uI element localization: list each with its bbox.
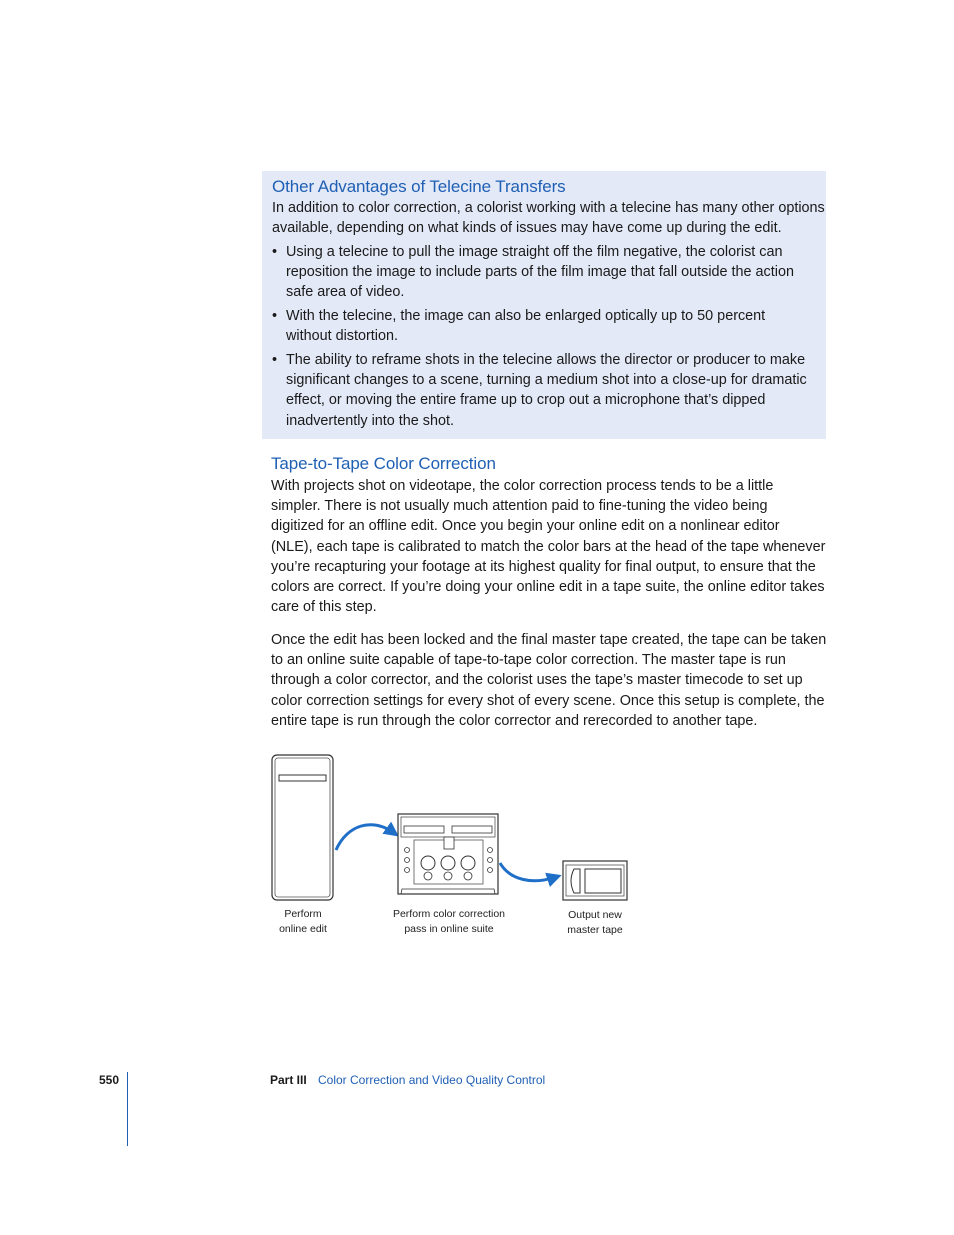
caption-master-tape [555, 908, 635, 938]
caption-online-edit [263, 907, 343, 937]
bullet-line: effect, or moving the entire frame up to crop out a microphone that’s dipped [286, 392, 766, 409]
sidebar-heading: Other Advantages of Telecine Transfers [272, 177, 566, 196]
bullet-line: safe area of video. [286, 284, 405, 301]
section-paragraph-1 [271, 476, 825, 617]
bullet-line: With the telecine, the image can also be enlarged optically up to 50 percent [286, 308, 766, 324]
footer-chapter-title: Color Correction and Video Quality Control [318, 1073, 546, 1087]
caption-line: Output new [568, 909, 622, 921]
footer-part-label: Part III [270, 1073, 307, 1087]
arrow-to-suite-icon [336, 825, 394, 850]
paragraph-line: color correction settings for every shot of every scene. Once this setup is complete, the [271, 692, 825, 709]
paragraph-line: simpler. There is not usually much attention paid to fine-tuning the video being [271, 498, 768, 515]
bullet-line: The ability to reframe shots in the telecine allows the director or producer to make [286, 352, 806, 368]
paragraph-line: you’re recapturing your footage at its highest quality for final output, to ensure that the [271, 558, 816, 575]
caption-line: Perform [284, 908, 322, 920]
bullet-dot: • [272, 352, 278, 368]
page-number: 550 [99, 1073, 120, 1087]
paragraph-line: to an online suite capable of tape-to-tape color correction. The master tape is run [271, 652, 786, 669]
sidebar-bullet-1 [272, 242, 794, 303]
computer-tower-icon [272, 755, 333, 900]
paragraph-line: care of this step. [271, 599, 377, 616]
caption-line: pass in online suite [404, 923, 494, 935]
paragraph-line: With projects shot on videotape, the color correction process tends to be a little [271, 478, 774, 494]
sidebar-intro-line-1: In addition to color correction, a colorist working with a telecine has many other options [272, 200, 825, 216]
section-paragraph-2 [271, 630, 826, 731]
bullet-line: without distortion. [286, 328, 398, 345]
paragraph-line: (NLE), each tape is calibrated to match the color bars at the head of the tape whenever [271, 538, 826, 555]
paragraph-line: entire tape is run through the color corrector and rerecorded to another tape. [271, 712, 758, 729]
videotape-icon [563, 861, 627, 900]
caption-line: Perform color correction [392, 908, 506, 920]
caption-color-correction [379, 907, 519, 937]
sidebar-bullet-3 [272, 350, 807, 431]
bullet-line: significant changes to a scene, turning a medium shot into a close-up for dramatic [286, 372, 807, 389]
caption-line: master tape [567, 924, 623, 936]
bullet-line: reposition the image to include parts of the film image that fall outside the action [286, 264, 794, 281]
sidebar-bullet-2 [272, 306, 766, 346]
bullet-dot: • [272, 308, 278, 324]
bullet-dot: • [272, 244, 278, 260]
color-corrector-console-icon [398, 814, 498, 894]
bullet-line: inadvertently into the shot. [286, 412, 454, 429]
bullet-line: Using a telecine to pull the image straight off the film negative, the colorist can [286, 244, 783, 260]
sidebar-intro-line-2: available, depending on what kinds of issues may have come up during the edit. [272, 220, 782, 236]
arrow-to-tape-icon [500, 863, 556, 881]
paragraph-line: Once the edit has been locked and the final master tape created, the tape can be taken [271, 632, 827, 648]
footer-divider [127, 1072, 128, 1146]
paragraph-line: colors are correct. If you’re doing your online edit in a tape suite, the online editor takes [271, 579, 825, 596]
paragraph-line: through a color corrector, and the colorist uses the tape’s master timecode to set up [271, 672, 803, 689]
section-heading: Tape-to-Tape Color Correction [271, 454, 496, 473]
caption-line: online edit [279, 923, 327, 935]
paragraph-line: digitized for an offline edit. Once you begin your online edit on a nonlinear editor [271, 518, 780, 535]
